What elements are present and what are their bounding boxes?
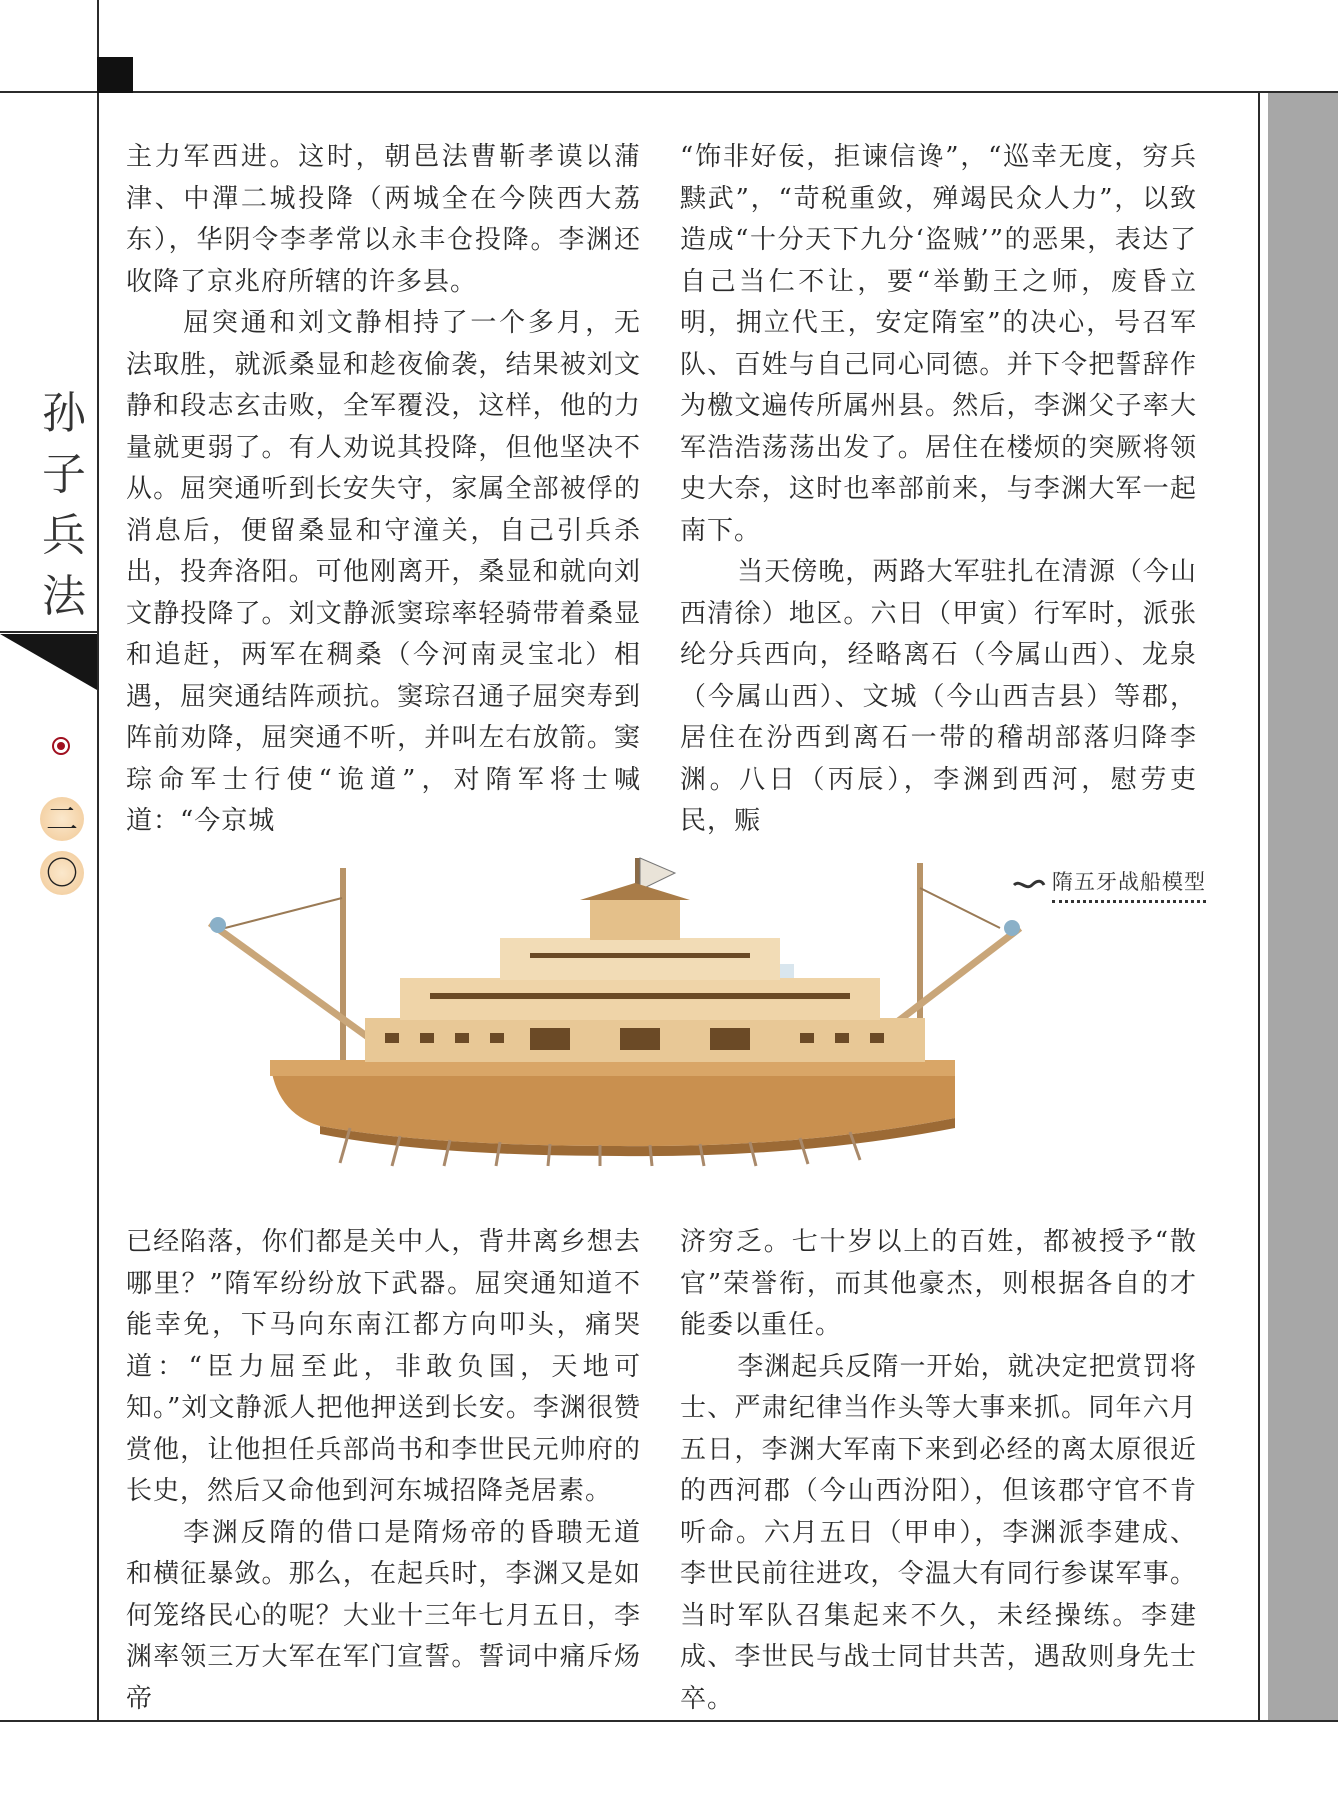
warship-model-image <box>200 828 1030 1168</box>
title-char: 子 <box>42 449 86 500</box>
top-rule <box>0 91 1338 93</box>
side-divider <box>0 631 97 633</box>
paragraph: 济穷乏。七十岁以上的百姓，都被授予“散官”荣誉衔，而其他豪杰，则根据各自的才能委以重任。 <box>680 1227 1197 1340</box>
paragraph: “饰非好佞，拒谏信谗”，“巡幸无度，穷兵黩武”，“苛税重敛，殚竭民众人力”，以致造成“十分天下九分‘盗贼’”的恶果，表达了自己当仁不让，要“举勤王之师，废昏立明，拥立代王，安定隋室”的决心，号召军队、百姓与自己同心同德。并下令把誓辞作为檄文遍传所属州县。然后，李渊父子率大军浩浩荡荡出发了。居住在楼烦的突厥将领史大奈，这时也率部前来，与李渊大军一起南下。 <box>680 142 1197 546</box>
text-column-top-right <box>680 137 1197 843</box>
bottom-rule <box>0 1720 1338 1722</box>
paragraph: 李渊反隋的借口是隋炀帝的昏聩无道和横征暴敛。那么，在起兵时，李渊又是如何笼络民心的呢？大业十三年七月五日，李渊率领三万大军在军门宣誓。誓词中痛斥炀帝 <box>126 1517 641 1714</box>
text-column-bottom-right <box>680 1222 1197 1720</box>
right-margin-line <box>1258 93 1260 1720</box>
caption-text: 隋五牙战船模型 <box>1052 866 1206 903</box>
text-column-top-left <box>126 137 641 843</box>
title-char: 兵 <box>42 510 86 561</box>
side-wedge <box>0 634 97 690</box>
title-char: 法 <box>42 571 86 622</box>
title-char: 孙 <box>42 388 86 439</box>
paragraph: 屈突通和刘文静相持了一个多月，无法取胜，就派桑显和趁夜偷袭，结果被刘文静和段志玄击败，全军覆没，这样，他的力量就更弱了。有人劝说其投降，但他坚决不从。屈突通听到长安失守，家属全部被俘的消息后，便留桑显和守潼关，自己引兵杀出，投奔洛阳。可他刚离开，桑显和就向刘文静投降了。刘文静派窦琮率轻骑带着桑显和追赶，两军在稠桑（今河南灵宝北）相遇，屈突通结阵顽抗。窦琮召通子屈突寿到阵前劝降，屈突通不听，并叫左右放箭。窦琮命军士行使“诡道”，对隋军将士喊道：“今京城 <box>126 308 641 836</box>
figure-caption <box>1012 866 1206 903</box>
page-number-digit: 〇 <box>40 851 84 895</box>
page-number-digit: 二 <box>40 797 84 841</box>
text-column-bottom-left <box>126 1222 641 1720</box>
paragraph: 主力军西进。这时，朝邑法曹靳孝谟以蒲津、中潬二城投降（两城全在今陕西大荔东），华阴令李孝常以永丰仓投降。李渊还收降了京兆府所辖的许多县。 <box>126 142 641 297</box>
paragraph: 已经陷落，你们都是关中人，背井离乡想去哪里？”隋军纷纷放下武器。屈突通知道不能幸免，下马向东南江都方向叩头，痛哭道：“臣力屈至此，非敢负国，天地可知。”刘文静派人把他押送到长安。李渊很赞赏他，让他担任兵部尚书和李世民元帅府的长史，然后又命他到河东城招降尧居素。 <box>126 1227 641 1506</box>
right-margin-bar <box>1268 93 1338 1720</box>
corner-block <box>97 57 133 93</box>
left-border-line <box>97 0 99 1722</box>
bullet-dot-icon <box>51 736 71 756</box>
paragraph: 李渊起兵反隋一开始，就决定把赏罚将士、严肃纪律当作头等大事来抓。同年六月五日，李渊大军南下来到必经的离太原很近的西河郡（今山西汾阳），但该郡守官不肯听命。六月五日（甲申），李渊派李建成、李世民前往进攻，令温大有同行参谋军事。当时军队召集起来不久，未经操练。李建成、李世民与战士同甘共苦，遇敌则身先士卒。 <box>680 1351 1197 1714</box>
book-title-vertical <box>36 383 92 627</box>
paragraph: 当天傍晚，两路大军驻扎在清源（今山西清徐）地区。六日（甲寅）行军时，派张纶分兵西向，经略离石（今属山西）、龙泉（今属山西）、文城（今山西吉县）等郡，居住在汾西到离石一带的稽胡部落归降李渊。八日（丙辰），李渊到西河，慰劳吏民，赈 <box>680 557 1197 836</box>
